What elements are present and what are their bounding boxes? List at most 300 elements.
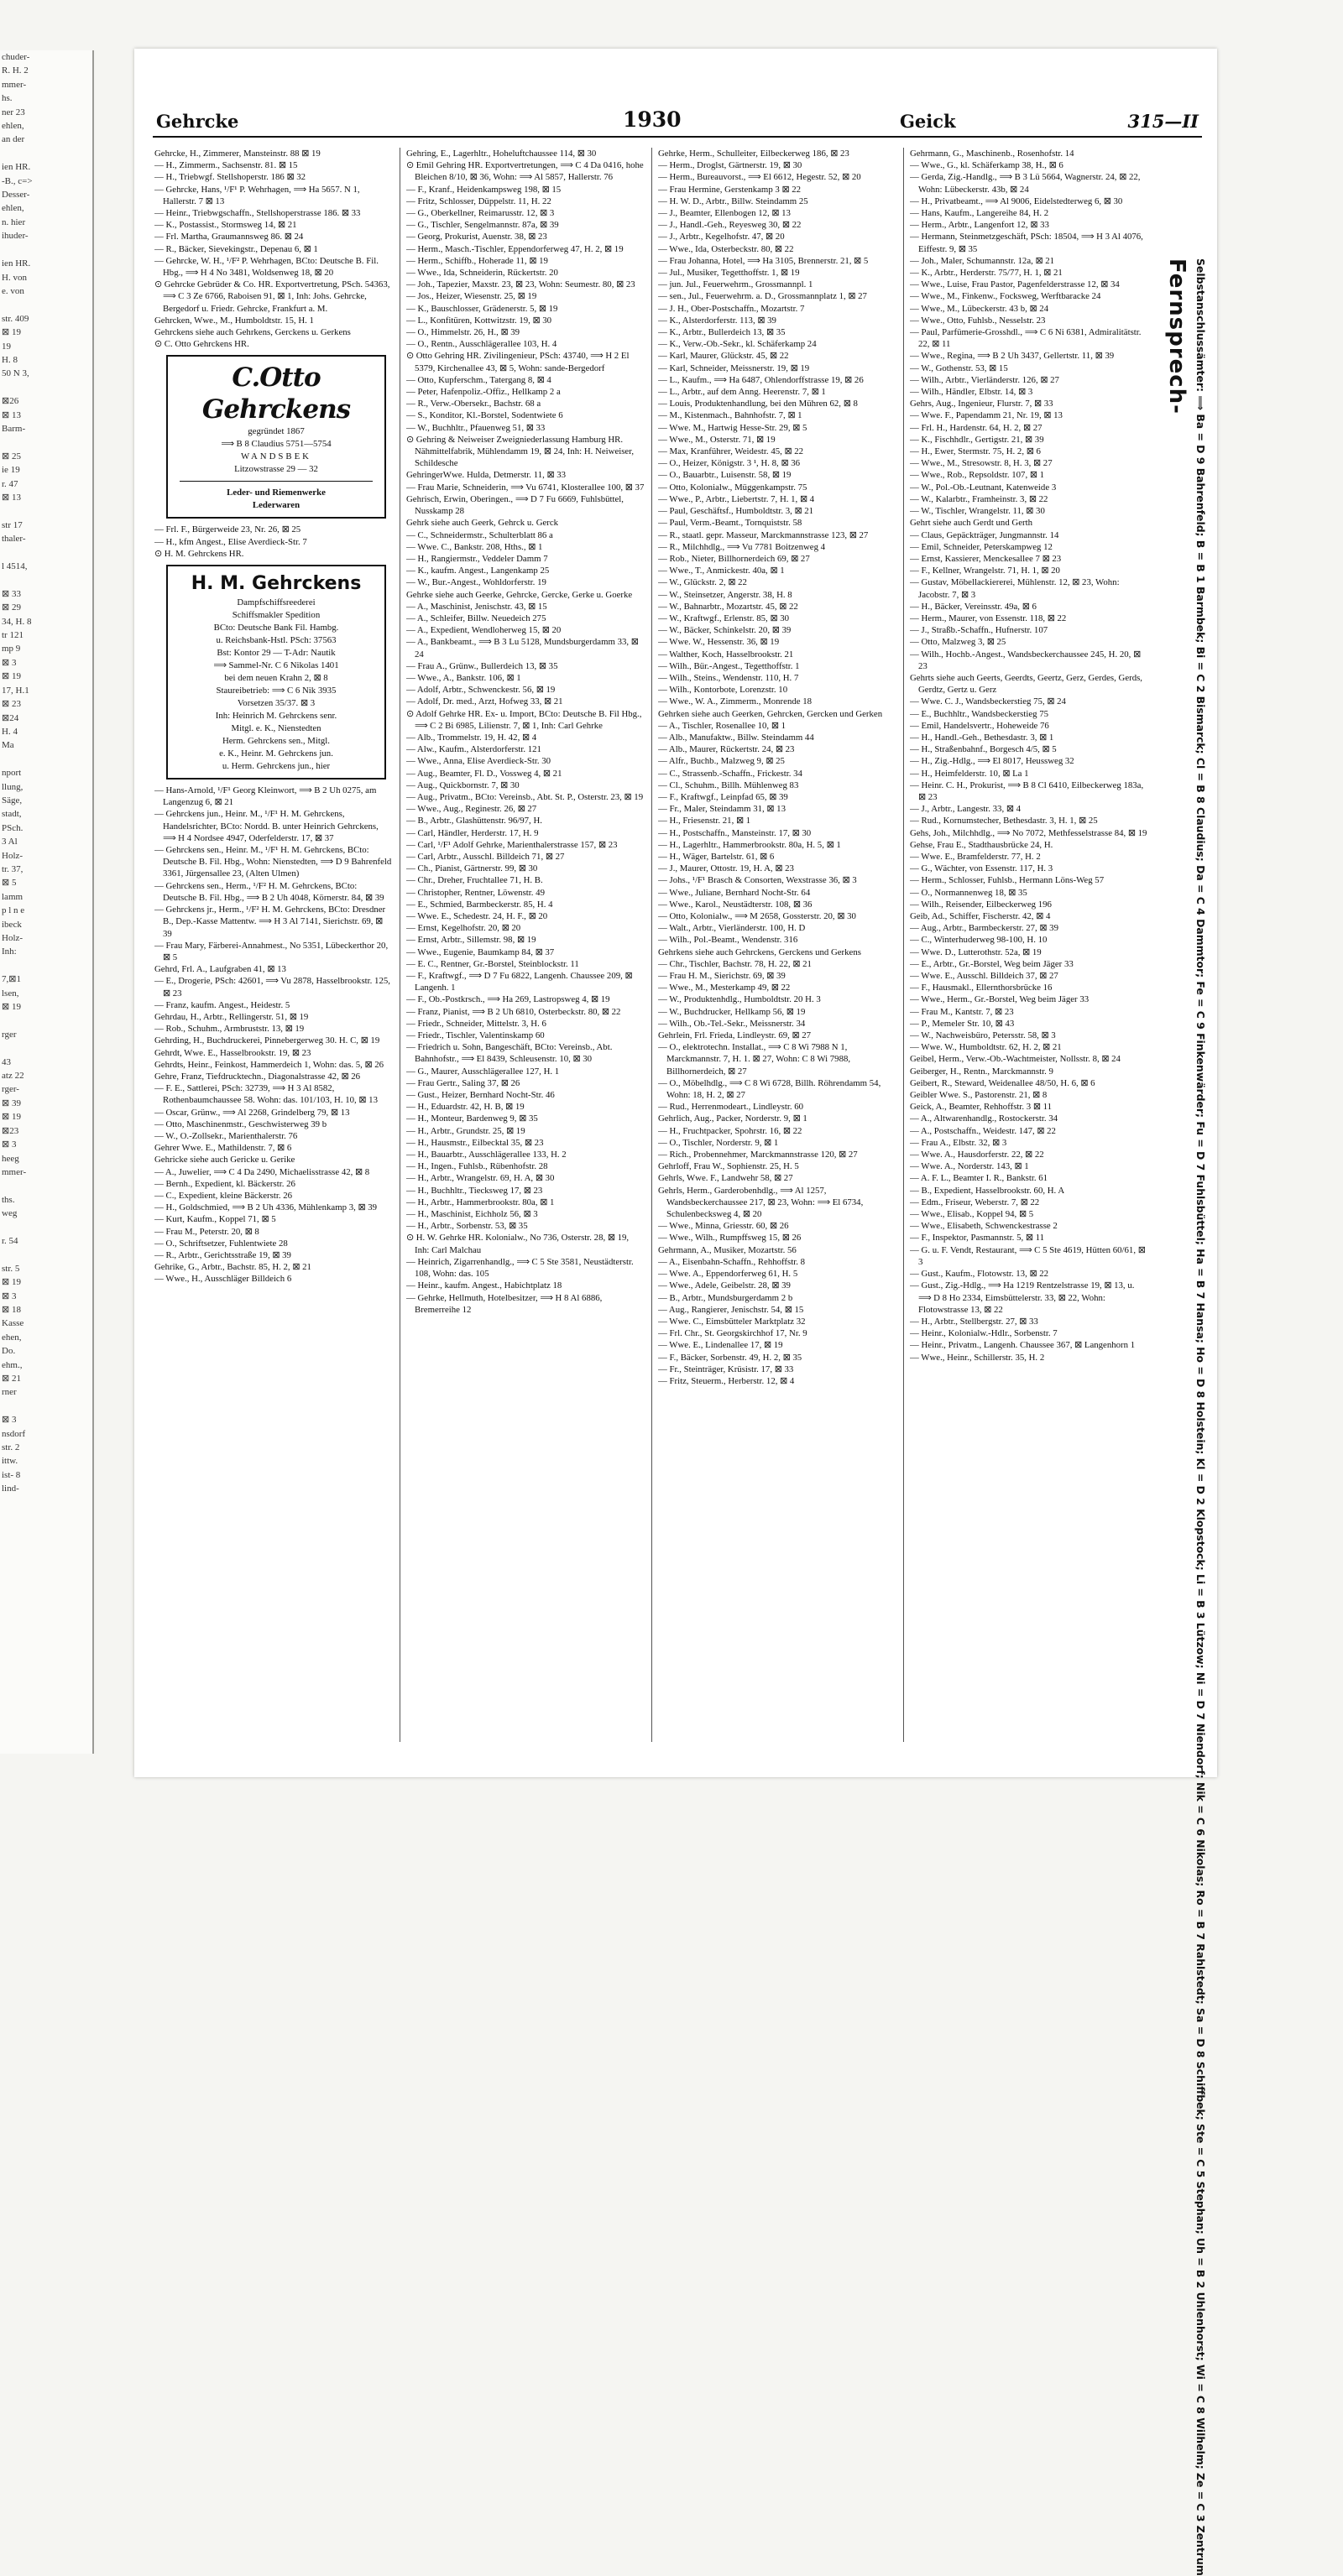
directory-entry: Gehrt siehe auch Gerdt und Gerth bbox=[910, 518, 1033, 529]
directory-entry: — Jul., Musiker, Tegetthoffstr. 1, ⊠ 19 bbox=[658, 268, 800, 279]
directory-entry: — Wwe., Karol., Neustädterstr. 108, ⊠ 36 bbox=[658, 899, 813, 910]
directory-entry: — Aug., Privatm., BCto: Vereinsb., Abt. St. P., Osterstr. 23, ⊠ 19 bbox=[406, 791, 644, 802]
directory-entry: Gehrisch, Erwin, Oberingen., ⟹ D 7 Fu 6669, Fuhlsbüttel, Nusskamp 28 bbox=[406, 493, 624, 517]
ad-goods-1: Leder- und Riemenwerke bbox=[227, 488, 326, 498]
margin-fragment: ⊠ 3 bbox=[2, 1139, 17, 1150]
margin-fragment: e. von bbox=[2, 285, 24, 296]
ad2-line: Bst: Kontor 29 — T-Adr: Nautik bbox=[217, 648, 336, 659]
margin-fragment: tr. 37, bbox=[2, 863, 24, 874]
directory-entry: — O., Heizer, Königstr. 3 ¹, H. 8, ⊠ 36 bbox=[658, 458, 800, 469]
directory-entry: Gehrlein, Frl. Frieda, Lindleystr. 69, ⊠ 27 bbox=[658, 1030, 812, 1041]
directory-entry: — E., Drogerie, PSch: 42601, ⟹ Vu 2878, Hasselbrookstr. 125, ⊠ 23 bbox=[154, 976, 390, 999]
directory-entry: — Frl. H., Hardenstr. 64, H. 2, ⊠ 27 bbox=[910, 422, 1043, 433]
directory-entry: — K., Postassist., Stormsweg 14, ⊠ 21 bbox=[154, 220, 297, 231]
directory-entry: — jun. Jul., Feuerwehrm., Grossmannpl. 1 bbox=[658, 279, 813, 290]
margin-fragment: llung, bbox=[2, 781, 24, 792]
directory-entry: — H., Arbtr., Stellbergstr. 27, ⊠ 33 bbox=[910, 1316, 1038, 1327]
directory-entry: — Wwe., M., Stresowstr. 8, H. 3, ⊠ 27 bbox=[910, 458, 1053, 469]
ad-logo-script: C.Otto Gehrckens bbox=[201, 362, 351, 425]
margin-fragment: ths. bbox=[2, 1194, 15, 1205]
directory-entry: — Herm., Bureauvorst., ⟹ El 6612, Hegestr. 52, ⊠ 20 bbox=[658, 172, 861, 183]
margin-fragment: ehen, bbox=[2, 1332, 22, 1343]
directory-entry: — H., Rangiermstr., Veddeler Damm 7 bbox=[406, 553, 548, 564]
directory-entry: — H., Privatbeamt., ⟹ Al 9006, Eidelstedterweg 6, ⊠ 30 bbox=[910, 196, 1123, 206]
directory-entry: — F., Bäcker, Sorbenstr. 49, H. 2, ⊠ 35 bbox=[658, 1352, 802, 1363]
directory-entry: — W., Glückstr. 2, ⊠ 22 bbox=[658, 577, 747, 588]
margin-fragment: H. 4 bbox=[2, 726, 18, 737]
directory-entry: — Frau Hermine, Gerstenkamp 3 ⊠ 22 bbox=[658, 184, 802, 195]
margin-fragment: lind- bbox=[2, 1484, 19, 1494]
directory-entry: ⊙ H. M. Gehrckens HR. bbox=[154, 548, 244, 559]
margin-fragment: ⊠ 19 bbox=[2, 671, 21, 682]
directory-entry: — Wwe., Luise, Frau Pastor, Pagenfelderstrasse 12, ⊠ 34 bbox=[910, 279, 1120, 290]
directory-entry: — Bernh., Expedient, kl. Bäckerstr. 26 bbox=[154, 1178, 295, 1189]
ad-founded: gegründet 1867 bbox=[248, 426, 305, 437]
directory-entry: — Wwe. C., Bankstr. 208, Hths., ⊠ 1 bbox=[406, 541, 543, 552]
directory-entry: — C., Schneidermstr., Schulterblatt 86 a bbox=[406, 529, 553, 540]
directory-entry: — Gehrckens sen., Heinr. M., ¹/F¹ H. M. Gehrckens, BCto: Deutsche B. Fil. Hbg., Wohn: Nienstedten, ⟹ D 9 Bahrenfeld 3361, Jürgensallee 23, (Alten Ulmen) bbox=[154, 845, 392, 879]
margin-fragment: ⊠23 bbox=[2, 1125, 19, 1136]
directory-entry: — G., Tischler, Sengelmannstr. 87a, ⊠ 39 bbox=[406, 220, 559, 231]
directory-entry: — E., Arbtr., Gr.-Borstel, Weg beim Jäger 33 bbox=[910, 958, 1074, 969]
margin-fragment: ehlen, bbox=[2, 203, 24, 214]
margin-fragment: Säge, bbox=[2, 795, 23, 806]
directory-entry: Gehring, E., Lagerhltr., Hoheluftchaussee 114, ⊠ 30 bbox=[406, 149, 597, 159]
margin-fragment: ner 23 bbox=[2, 107, 25, 117]
margin-fragment bbox=[0, 298, 92, 311]
running-head bbox=[153, 102, 1202, 138]
margin-fragment: ⊠ 18 bbox=[2, 1304, 21, 1315]
margin-fragment: chuder- bbox=[2, 52, 30, 62]
directory-entry: — H., Friesenstr. 21, ⊠ 1 bbox=[658, 816, 751, 827]
directory-entry: — Kurt, Kaufm., Koppel 71, ⊠ 5 bbox=[154, 1214, 276, 1225]
directory-entry: — Wilh., Bür.-Angest., Tegetthoffstr. 1 bbox=[658, 660, 800, 671]
directory-entry: — Gerda, Zig.-Handlg., ⟹ B 3 Lü 5664, Wagnerstr. 24, ⊠ 22, Wohn: Lübeckerstr. 43b, ⊠ 24 bbox=[910, 172, 1141, 195]
directory-entry: — Wilh., Hochb.-Angest., Wandsbeckerchaussee 245, H. 20, ⊠ 23 bbox=[910, 649, 1142, 671]
directory-entry: — H., Postschaffn., Mansteinstr. 17, ⊠ 30 bbox=[658, 827, 812, 838]
directory-entry: — F., Kranf., Heidenkampsweg 198, ⊠ 15 bbox=[406, 184, 562, 195]
directory-entry: — Gust., Zig.-Hdlg., ⟹ Ha 1219 Rentzelstrasse 19, ⊠ 13, u. ⟹ D 8 Ho 2334, Eimsbüttelerstr. 33, ⊠ 22, Wohn: Flotowstrasse 13, ⊠ 22 bbox=[910, 1280, 1135, 1315]
directory-entry: Gehrdt, Wwe. E., Hasselbrookstr. 19, ⊠ 23 bbox=[154, 1047, 311, 1058]
directory-entry: — Wwe. C., Eimsbütteler Marktplatz 32 bbox=[658, 1316, 806, 1327]
margin-fragment: ⊠ 23 bbox=[2, 699, 21, 710]
directory-entry: — Franz, kaufm. Angest., Heidestr. 5 bbox=[154, 999, 290, 1010]
directory-entry: — Paul, Geschäftsf., Humboldtstr. 3, ⊠ 21 bbox=[658, 506, 814, 517]
directory-entry: — Wwe., H., Ausschläger Billdeich 6 bbox=[154, 1274, 292, 1285]
directory-entry: — Frl. Chr., St. Georgskirchhof 17, Nr. 9 bbox=[658, 1328, 807, 1339]
ad2-line: Dampfschiffsreederei bbox=[237, 597, 316, 608]
directory-entry: — E., Buchhltr., Wandsbeckerstieg 75 bbox=[910, 708, 1049, 719]
directory-entry: — A., Postschaffn., Weidestr. 147, ⊠ 22 bbox=[910, 1125, 1056, 1136]
directory-entry: — Frl. F., Bürgerweide 23, Nr. 26, ⊠ 25 bbox=[154, 524, 301, 535]
directory-entry: — J., Maurer, Ottostr. 19, H. A, ⊠ 23 bbox=[658, 863, 794, 874]
directory-entry: — H. W. D., Arbtr., Billw. Steindamm 25 bbox=[658, 196, 808, 206]
directory-entry: — F., Hausmakl., Ellernthorsbrücke 16 bbox=[910, 983, 1053, 993]
margin-fragment: 19 bbox=[2, 341, 11, 352]
directory-entry: Gehre, Franz, Tiefdrucktechn., Diagonalstrasse 42, ⊠ 26 bbox=[154, 1071, 361, 1082]
margin-fragment: ehlen, bbox=[2, 121, 24, 132]
directory-columns bbox=[154, 148, 1153, 1759]
directory-entry: — K., Alsterdorferstr. 113, ⊠ 39 bbox=[658, 315, 776, 326]
margin-fragment: PSch. bbox=[2, 822, 24, 833]
directory-entry: — Max, Kranführer, Weidestr. 45, ⊠ 22 bbox=[658, 446, 804, 457]
directory-entry: — Frau A., Elbstr. 32, ⊠ 3 bbox=[910, 1137, 1007, 1148]
directory-entry: — Otto, Malzweg 3, ⊠ 25 bbox=[910, 637, 1006, 648]
directory-entry: — Gehrke, Hellmuth, Hotelbesitzer, ⟹ H 8 Al 6886, Bremerreihe 12 bbox=[406, 1292, 603, 1315]
directory-entry: — H., Fruchtpacker, Spohrstr. 16, ⊠ 22 bbox=[658, 1125, 802, 1136]
ad2-line: ⟹ Sammel-Nr. C 6 Nikolas 1401 bbox=[213, 660, 339, 671]
directory-entry: — H., Arbtr., Hammerbrookstr. 80a, ⊠ 1 bbox=[406, 1197, 555, 1207]
margin-fragment: rger- bbox=[2, 1084, 19, 1095]
directory-entry: Geibel, Herm., Verw.-Ob.-Wachtmeister, Nollsstr. 8, ⊠ 24 bbox=[910, 1054, 1121, 1065]
directory-entry: — Wwe., M., Lübeckerstr. 43 b, ⊠ 24 bbox=[910, 303, 1049, 314]
directory-entry: Gehrmann, G., Maschinenb., Rosenhofstr. 14 bbox=[910, 149, 1074, 159]
margin-fragment: -B., c=> bbox=[2, 175, 33, 186]
directory-entry: — Walther, Koch, Hasselbrookstr. 21 bbox=[658, 649, 794, 660]
directory-entry: — W., Pol.-Ob.-Leutnant, Katenweide 3 bbox=[910, 482, 1057, 493]
margin-fragment: ⊠ 3 bbox=[2, 657, 17, 668]
margin-fragment: ien HR. bbox=[2, 258, 31, 269]
directory-entry: Gehrcke, H., Zimmerer, Mansteinstr. 88 ⊠ 19 bbox=[154, 149, 321, 159]
directory-entry: — W., Bahnarbtr., Mozartstr. 45, ⊠ 22 bbox=[658, 601, 798, 612]
directory-entry: — Wwe., M., Osterstr. 71, ⊠ 19 bbox=[658, 434, 776, 445]
legend-exchanges: Selbstanschlussämter: ⟹ Ba = D 9 Bahrenfeld; B = B 1 Barmbek; Bi = C 2 Bismarck; Cl = B 8 Claudius; Da = C 4 Dammtor; Fe = C 9 Finkenwärder; Fu = D 7 Fuhlsbüttel; Ha = B 7 Hansa; Ho = D 8 Holstein; Kl = D 2 Klopstock; Li = B 3 Lützow; Ni = D 7 Niendorf; Nik = C 6 Nikolas; Ro = B 7 Rahlstedt; Sa = D 8 Schiffbek; Ste = C 5 Stephan; Uh = B 2 Uhlenhorst; Wi = C 8 Wilhelm; Ze = C 3 Zentrum bbox=[1194, 258, 1207, 2576]
directory-entry: — Jos., Heizer, Wiesenstr. 25, ⊠ 19 bbox=[406, 291, 537, 302]
directory-entry: — C., Winterhuderweg 98-100, H. 10 bbox=[910, 935, 1048, 946]
margin-fragment: str. 409 bbox=[2, 313, 29, 324]
directory-entry: — Gehrcke, W. H., ¹/F² P. Wehrhagen, BCto: Deutsche B. Fil. Hbg., ⟹ H 4 No 3481, Woldsenweg 18, ⊠ 20 bbox=[154, 255, 379, 279]
directory-entry: — G. u. F. Vendt, Restaurant, ⟹ C 5 Ste 4619, Hütten 60/61, ⊠ 3 bbox=[910, 1244, 1146, 1267]
margin-fragment: Kasse bbox=[2, 1318, 24, 1329]
margin-fragment: ⊠ 3 bbox=[2, 1291, 17, 1301]
margin-fragment: stadt, bbox=[2, 809, 22, 820]
directory-entry: — Claus, Gepäckträger, Jungmannstr. 14 bbox=[910, 529, 1059, 540]
margin-fragment: H. 8 bbox=[2, 354, 18, 365]
directory-entry: — Wwe., Aug., Reginestr. 26, ⊠ 27 bbox=[406, 804, 537, 815]
directory-entry: — R., Bäcker, Sievekingstr., Depenau 6, ⊠ 1 bbox=[154, 243, 318, 254]
directory-entry: — Walt., Arbtr., Vierländerstr. 100, H. D bbox=[658, 923, 806, 934]
directory-entry: — B., Expedient, Hasselbrookstr. 60, H. A bbox=[910, 1185, 1065, 1196]
margin-fragment: ⊠ 19 bbox=[2, 1002, 21, 1013]
directory-entry: — O., Möbelhdlg., ⟹ C 8 Wi 6728, Billh. Röhrendamm 54, Wohn: 18, H. 2, ⊠ 27 bbox=[658, 1077, 881, 1101]
margin-fragment: 7,⊠1 bbox=[2, 974, 21, 985]
directory-entry: — O., Normannenweg 18, ⊠ 35 bbox=[910, 887, 1027, 898]
margin-fragment: ⊠ 13 bbox=[2, 493, 21, 503]
directory-entry: — sen., Jul., Feuerwehrm. a. D., Grossmannplatz 1, ⊠ 27 bbox=[658, 291, 867, 302]
directory-entry: — Frau H. M., Sierichstr. 69, ⊠ 39 bbox=[658, 971, 786, 982]
directory-entry: — Frl. Martha, Graumannsweg 86. ⊠ 24 bbox=[154, 232, 304, 242]
directory-entry: — H., Handl.-Geh., Bethesdastr. 3, ⊠ 1 bbox=[910, 732, 1054, 743]
directory-entry: — Herm., Arbtr., Langenfort 12, ⊠ 33 bbox=[910, 220, 1049, 231]
margin-fragment: rner bbox=[2, 1387, 17, 1398]
margin-fragment: ibeck bbox=[2, 919, 22, 930]
directory-entry: Gehrloff, Frau W., Sophienstr. 25, H. 5 bbox=[658, 1161, 799, 1172]
directory-entry: — Paul, Parfümerie-Grosshdl., ⟹ C 6 Ni 6381, Admiralitätstr. 22, ⊠ 11 bbox=[910, 327, 1142, 350]
margin-fragment bbox=[0, 573, 92, 587]
directory-entry: Gehrls, Herm., Garderobenhdlg., ⟹ Al 1257, Wandsbeckerchaussee 217, ⊠ 23, Wohn: ⟹ El 6734, Schulenbecksweg 4, ⊠ 20 bbox=[658, 1185, 864, 1220]
directory-entry: — W., Buchdrucker, Hellkamp 56, ⊠ 19 bbox=[658, 1006, 806, 1017]
directory-entry: — Edm., Friseur, Weberstr. 7, ⊠ 22 bbox=[910, 1197, 1040, 1207]
directory-entry: ⊙ Emil Gehring HR. Exportvertretungen, ⟹ C 4 Da 0416, hohe Bleichen 8/10, ⊠ 36, Wohn: ⟹ Al 5857, Hallerstr. 76 bbox=[406, 160, 644, 183]
directory-entry: — Rud., Kornumstecher, Bethesdastr. 3, H. 1, ⊠ 25 bbox=[910, 816, 1098, 827]
directory-entry: Gehrlich, Aug., Packer, Norderstr. 9, ⊠ 1 bbox=[658, 1113, 807, 1124]
margin-fragment: hs. bbox=[2, 93, 13, 104]
column-4 bbox=[910, 148, 1148, 1759]
directory-entry: — W., Produktenhdlg., Humboldtstr. 20 H. 3 bbox=[658, 994, 821, 1005]
margin-fragment: weg bbox=[2, 1208, 18, 1219]
directory-entry: — H., Arbtr., Sorbenstr. 53, ⊠ 35 bbox=[406, 1221, 528, 1232]
directory-entry: — Rob., Nieter, Billhornerdeich 69, ⊠ 27 bbox=[658, 553, 810, 564]
margin-fragment: mp 9 bbox=[2, 644, 21, 654]
ad2-line: Herm. Gehrckens sen., Mitgl. bbox=[222, 736, 331, 747]
directory-entry: — Wwe., Minna, Griesstr. 60, ⊠ 26 bbox=[658, 1221, 789, 1232]
directory-entry: — Wwe. C. J., Wandsbeckerstieg 75, ⊠ 24 bbox=[910, 696, 1066, 707]
directory-entry: — Emil, Schneider, Peterskampweg 12 bbox=[910, 541, 1053, 552]
directory-entry: — W., Nachweisbüro, Petersstr. 58, ⊠ 3 bbox=[910, 1030, 1056, 1041]
directory-entry: — C., Strassenb.-Schaffn., Frickestr. 34 bbox=[658, 768, 802, 779]
directory-entry: — Fr., Steinträger, Krüsistr. 17, ⊠ 33 bbox=[658, 1364, 794, 1374]
directory-entry: — Aug., Quickbornstr. 7, ⊠ 30 bbox=[406, 780, 520, 790]
directory-entry: — R., Milchhdlg., ⟹ Vu 7781 Boitzenweg 4 bbox=[658, 541, 826, 552]
directory-entry: — Frau M., Peterstr. 20, ⊠ 8 bbox=[154, 1226, 259, 1237]
directory-entry: — Wwe., Ida, Schneiderin, Rückertstr. 20 bbox=[406, 268, 558, 279]
directory-entry: — H., Lagerhltr., Hammerbrookstr. 80a, H. 5, ⊠ 1 bbox=[658, 839, 841, 850]
directory-entry: — A., Eisenbahn-Schaffn., Rehhoffstr. 8 bbox=[658, 1256, 806, 1267]
margin-fragment bbox=[0, 147, 92, 160]
directory-entry: — Wwe., Anna, Elise Averdieck-Str. 30 bbox=[406, 756, 551, 767]
directory-entry: Gehrdts, Heinr., Feinkost, Hammerdeich 1, Wohn: das. 5, ⊠ 26 bbox=[154, 1059, 384, 1070]
margin-fragment: Ma bbox=[2, 740, 14, 751]
directory-entry: — Wwe. D., Lutterothstr. 52a, ⊠ 19 bbox=[910, 946, 1042, 957]
directory-entry: — H., Ingen., Fuhlsb., Rübenhofstr. 28 bbox=[406, 1161, 548, 1172]
directory-entry: — Wwe., W. A., Zimmerm., Monrende 18 bbox=[658, 696, 813, 707]
directory-entry: — W., Steinsetzer, Angerstr. 38, H. 8 bbox=[658, 589, 792, 600]
margin-fragment: str. 5 bbox=[2, 1263, 20, 1274]
directory-entry: — Wilh., Arbtr., Vierländerstr. 126, ⊠ 27 bbox=[910, 374, 1059, 385]
directory-entry: — H., Zimmerm., Sachsenstr. 81. ⊠ 15 bbox=[154, 160, 298, 171]
directory-entry: — J., Arbtr., Kegelhofstr. 47, ⊠ 20 bbox=[658, 232, 785, 242]
directory-entry: — Herm., Maurer, von Essenstr. 118, ⊠ 22 bbox=[910, 613, 1067, 623]
directory-entry: — J., Straßb.-Schaffn., Hufnerstr. 107 bbox=[910, 625, 1048, 636]
column-1 bbox=[154, 148, 393, 1759]
directory-entry: ⊙ Gehring & Neiweiser Zweigniederlassung Hamburg HR. Nähmittelfabrik, Mühlendamm 19, ⊠ 24, Inh: H. Neiweiser, Schildesche bbox=[406, 434, 635, 469]
directory-entry: — R., Verw.-Obersekr., Bachstr. 68 a bbox=[406, 399, 541, 409]
directory-entry: — R., Arbtr., Gerichtsstraße 19, ⊠ 39 bbox=[154, 1249, 291, 1260]
directory-entry: — Ernst, Kassierer, Menckesallee 7 ⊠ 23 bbox=[910, 553, 1062, 564]
directory-entry: — Wilh., Händler, Elbstr. 14, ⊠ 3 bbox=[910, 387, 1033, 398]
directory-entry: Gehrken siehe auch Geerken, Gehrcken, Gercken und Gerken bbox=[658, 708, 883, 719]
margin-fragment bbox=[0, 1041, 92, 1055]
directory-entry: Gehrls, Wwe. F., Landwehr 58, ⊠ 27 bbox=[658, 1173, 793, 1184]
directory-entry: — Gehrckens jun., Heinr. M., ¹/F¹ H. M. Gehrckens, Handelsrichter, BCto: Nordd. B. unter Heinrich Gehrckens, ⟹ H 4 Nordsee 4947, Oderfelderstr. 17, ⊠ 37 bbox=[154, 809, 379, 843]
directory-entry: — F., Inspektor, Pasmannstr. 5, ⊠ 11 bbox=[910, 1233, 1045, 1244]
directory-entry: — Wwe. W., Humboldtstr. 62, H. 2, ⊠ 21 bbox=[910, 1042, 1062, 1053]
margin-fragment: str. 2 bbox=[2, 1442, 20, 1453]
directory-entry: — H., kfm Angest., Elise Averdieck-Str. 7 bbox=[154, 536, 307, 547]
directory-entry: — K., kaufm. Angest., Langenkamp 25 bbox=[406, 566, 550, 576]
directory-entry: — Peter, Hafenpoliz.-Offiz., Hellkamp 2 a bbox=[406, 387, 561, 398]
directory-entry: ⊙ Adolf Gehrke HR. Ex- u. Import, BCto: Deutsche B. Fil Hbg., ⟹ C 2 Bi 6985, Lilienstr. 7, ⊠ 1, Inh: Carl Gehrke bbox=[406, 708, 642, 731]
directory-entry: — Johs., ¹/F¹ Brasch & Consorten, Wexstrasse 36, ⊠ 3 bbox=[658, 875, 857, 886]
directory-entry: — Wwe. E., Ausschl. Billdeich 37, ⊠ 27 bbox=[910, 971, 1058, 982]
directory-entry: Gehrmann, A., Musiker, Mozartstr. 56 bbox=[658, 1244, 797, 1255]
margin-fragment: ehm., bbox=[2, 1359, 23, 1370]
directory-entry: — Aug., Rangierer, Jenischstr. 54, ⊠ 15 bbox=[658, 1304, 804, 1315]
ad-goods-2: Lederwaren bbox=[252, 500, 300, 511]
margin-fragment: p l n e bbox=[2, 905, 25, 916]
directory-entry: Gehrke siehe auch Geerke, Gehrcke, Gercke, Gerke u. Goerke bbox=[406, 589, 633, 600]
directory-entry: — H., Triebwgf. Stellshoperstr. 186 ⊠ 32 bbox=[154, 172, 306, 183]
directory-entry: — W., Kraftwgf., Erlenstr. 85, ⊠ 30 bbox=[658, 613, 789, 623]
directory-entry: — Gehrckens jr., Herm., ¹/F² H. M. Gehrckens, BCto: Dresdner B., Dep.-Kasse Mattentw. ⟹ H 3 Al 7141, Sierichstr. 69, ⊠ 39 bbox=[154, 905, 386, 939]
directory-entry: Gehrke, Herm., Schulleiter, Eilbeckerweg 186, ⊠ 23 bbox=[658, 149, 849, 159]
margin-fragment bbox=[0, 753, 92, 766]
directory-entry: — Wwe. E., Schedestr. 24, H. F., ⊠ 20 bbox=[406, 911, 548, 921]
margin-fragment: r. 54 bbox=[2, 1235, 18, 1246]
directory-entry: — G., Maurer, Ausschlägerallee 127, H. 1 bbox=[406, 1066, 560, 1077]
directory-entry: — Otto, Kupferschm., Tatergang 8, ⊠ 4 bbox=[406, 374, 551, 385]
directory-entry: — Joh., Tapezier, Maxstr. 23, ⊠ 23, Wohn: Seumestr. 80, ⊠ 23 bbox=[406, 279, 635, 290]
directory-entry: — Friedr., Tischler, Valentinskamp 60 bbox=[406, 1030, 545, 1041]
directory-entry: — H., Ewer, Stermstr. 75, H. 2, ⊠ 6 bbox=[910, 446, 1041, 457]
ad2-heading: H. M. Gehrckens bbox=[191, 573, 362, 595]
directory-entry: — Frau Gertr., Saling 37, ⊠ 26 bbox=[406, 1077, 520, 1088]
directory-entry: — J., Beamter, Ellenbogen 12, ⊠ 13 bbox=[658, 208, 791, 219]
directory-entry: — Chr., Tischler, Bachstr. 78, H. 22, ⊠ 21 bbox=[658, 958, 812, 969]
directory-entry: Gehs, Joh., Milchhdlg., ⟹ No 7072, Methfesselstrasse 84, ⊠ 19 bbox=[910, 827, 1147, 838]
column-divider bbox=[651, 148, 652, 1742]
directory-entry: — H., Zig.-Hdlg., ⟹ El 8017, Heussweg 32 bbox=[910, 756, 1074, 767]
directory-entry: — W., Tischler, Wrangelstr. 11, ⊠ 30 bbox=[910, 506, 1045, 517]
ad2-line: Mitgl. e. K., Nienstedten bbox=[231, 723, 321, 734]
directory-entry: — M., Kistenmach., Bahnhofstr. 7, ⊠ 1 bbox=[658, 410, 802, 421]
directory-entry: ⊙ Otto Gehring HR. Zivilingenieur, PSch: 43740, ⟹ H 2 El 5379, Kirchenallee 43, ⊠ 5, Wohn: sande-Bergedorf bbox=[406, 351, 630, 373]
directory-entry: — Gustav, Möbellackiererei, Mühlenstr. 12, ⊠ 23, Wohn: Jacobstr. 7, ⊠ 3 bbox=[910, 577, 1120, 600]
margin-fragment: ⊠ 39 bbox=[2, 1098, 21, 1108]
margin-fragment: rger bbox=[2, 1029, 17, 1040]
directory-entry: — Christopher, Rentner, Löwenstr. 49 bbox=[406, 887, 545, 898]
margin-fragment: ⊠ 29 bbox=[2, 602, 21, 613]
directory-entry: Gehrcken, Wwe., M., Humboldtstr. 15, H. 1 bbox=[154, 315, 314, 326]
directory-entry: — Frau Marie, Schneiderin, ⟹ Vu 6741, Klosterallee 100, ⊠ 37 bbox=[406, 482, 645, 493]
directory-entry: — Adolf, Arbtr., Schwenckestr. 56, ⊠ 19 bbox=[406, 685, 556, 696]
directory-entry: — Wilh., Reisender, Eilbeckerweg 196 bbox=[910, 899, 1052, 910]
directory-entry: — Wilh., Steins., Wendenstr. 110, H. 7 bbox=[658, 672, 799, 683]
column-2 bbox=[406, 148, 645, 1759]
margin-fragment bbox=[0, 1179, 92, 1192]
directory-entry: — Wwe., Herm., Gr.-Borstel, Weg beim Jäger 33 bbox=[910, 994, 1090, 1005]
ad2-line: u. Herm. Gehrckens jun., hier bbox=[222, 761, 331, 772]
directory-entry: Geibler Wwe. S., Pastorenstr. 21, ⊠ 8 bbox=[910, 1090, 1048, 1101]
directory-entry: — J., Arbtr., Langestr. 33, ⊠ 4 bbox=[910, 804, 1022, 815]
directory-entry: — K., Verw.-Ob.-Sekr., kl. Schäferkamp 24 bbox=[658, 339, 817, 350]
directory-entry: ⊙ Gehrcke Gebrüder & Co. HR. Exportvertretung, PSch. 54363, ⟹ C 3 Ze 6766, Raboisen 91, ⊠ 1, Inh: Johs. Gehrcke, Bergedorf u. Friedr. Gehrcke, Frankfurt a. M. bbox=[154, 279, 390, 314]
directory-entry: — A. F. L., Beamter I. R., Bankstr. 61 bbox=[910, 1173, 1048, 1184]
directory-entry: Gehrckens siehe auch Gehrkens, Gerckens u. Gerkens bbox=[154, 327, 351, 338]
directory-entry: Geiberger, H., Rentn., Marckmannstr. 9 bbox=[910, 1066, 1053, 1077]
margin-fragment: ihuder- bbox=[2, 231, 29, 242]
directory-entry: — Wwe., Elisab., Koppel 94, ⊠ 5 bbox=[910, 1209, 1034, 1220]
directory-entry: — K., Arbtr., Bullerdeich 13, ⊠ 35 bbox=[658, 327, 786, 338]
margin-fragment bbox=[0, 1221, 92, 1234]
directory-entry: — Gehrckens sen., Herm., ¹/F² H. M. Gehrckens, BCto: Deutsche B. Fil. Hbg., ⟹ B 2 Uh 4048, Körnerstr. 84, ⊠ 39 bbox=[154, 880, 384, 903]
margin-fragment: ist- 8 bbox=[2, 1469, 21, 1480]
directory-entry: — Wwe. E., Bramfelderstr. 77, H. 2 bbox=[910, 851, 1041, 862]
margin-fragment: heeg bbox=[2, 1153, 19, 1164]
directory-entry: — H., Goldschmied, ⟹ B 2 Uh 4336, Mühlenkamp 3, ⊠ 39 bbox=[154, 1202, 378, 1213]
directory-entry: — Alb., Maurer, Rückertstr. 24, ⊠ 23 bbox=[658, 744, 795, 755]
margin-fragment: ⊠ 19 bbox=[2, 327, 21, 338]
margin-fragment: 50 N 3, bbox=[2, 368, 29, 379]
margin-fragment: 34, H. 8 bbox=[2, 616, 32, 627]
directory-entry: — H., Bauarbtr., Ausschlägerallee 133, H. 2 bbox=[406, 1150, 567, 1160]
margin-fragment: Holz- bbox=[2, 933, 24, 943]
directory-entry: — Fritz, Steuerm., Herberstr. 12, ⊠ 4 bbox=[658, 1375, 795, 1386]
margin-fragment: ⊠24 bbox=[2, 712, 19, 723]
directory-entry: — O., Rentn., Ausschlägerallee 103, H. 4 bbox=[406, 339, 557, 350]
directory-entry: — J., Handl.-Geh., Reyesweg 30, ⊠ 22 bbox=[658, 220, 802, 231]
directory-entry: — Friedrich u. Sohn, Bangeschäft, BCto: Vereinsb., Abt. Bahnhofstr., ⟹ El 8439, Schleusenstr. 10, ⊠ 30 bbox=[406, 1042, 613, 1065]
directory-entry: — W., Bäcker, Schinkelstr. 20, ⊠ 39 bbox=[658, 625, 792, 636]
directory-entry: — Heinr. C. H., Prokurist, ⟹ B 8 Cl 6410, Eilbeckerweg 183a, ⊠ 23 bbox=[910, 780, 1144, 802]
margin-fragment bbox=[0, 435, 92, 449]
directory-entry: — O., Himmelstr. 26, H., ⊠ 39 bbox=[406, 327, 520, 338]
directory-entry: — G., Wächter, von Essenstr. 117, H. 3 bbox=[910, 863, 1053, 874]
margin-fragment: Holz- bbox=[2, 850, 24, 861]
margin-fragment: lamm bbox=[2, 891, 24, 902]
directory-entry: — R., staatl. gepr. Masseur, Marckmannstrasse 123, ⊠ 27 bbox=[658, 529, 869, 540]
margin-fragment: ⊠ 33 bbox=[2, 588, 21, 599]
directory-entry: — Heinr., Kolonialw.-Hdlr., Sorbenstr. 7 bbox=[910, 1328, 1058, 1339]
directory-entry: — Otto, Kolonialw., ⟹ M 2658, Gossterstr. 20, ⊠ 30 bbox=[658, 911, 856, 921]
directory-entry: — Frau M., Kantstr. 7, ⊠ 23 bbox=[910, 1006, 1014, 1017]
directory-entry: — A., Bankbeamt., ⟹ B 3 Lu 5128, Mundsburgerdamm 33, ⊠ 24 bbox=[406, 637, 639, 660]
directory-entry: — Wwe., Wilh., Rumpffsweg 15, ⊠ 26 bbox=[658, 1233, 802, 1244]
directory-entry: — E., Schmied, Barmbeckerstr. 85, H. 4 bbox=[406, 899, 553, 910]
margin-fragment bbox=[0, 1014, 92, 1027]
directory-entry: — O., elektrotechn. Installat., ⟹ C 8 Wi 7988 N 1, Marckmannstr. 7, H. 1. ⊠ 27, Wohn: C 8 Wi 7988, Billhornerdeich, ⊠ 27 bbox=[658, 1042, 851, 1077]
directory-page bbox=[134, 49, 1217, 2576]
directory-entry: ⊙ C. Otto Gehrckens HR. bbox=[154, 339, 249, 350]
directory-entry: — J. H., Ober-Postschaffn., Mozartstr. 7 bbox=[658, 303, 805, 314]
directory-entry: — Wwe. W., Hessenstr. 36, ⊠ 19 bbox=[658, 637, 780, 648]
directory-entry: — B., Arbtr., Glashüttenstr. 96/97, H. bbox=[406, 816, 542, 827]
directory-entry: — Cl., Schuhm., Billh. Mühlenweg 83 bbox=[658, 780, 799, 790]
directory-entry: — Wwe., M., Finkenw., Focksweg, Werftbaracke 24 bbox=[910, 291, 1101, 302]
directory-entry: — Wwe., Rob., Repsoldstr. 107, ⊠ 1 bbox=[910, 470, 1045, 481]
directory-entry: — Karl, Schneider, Meissnerstr. 19, ⊠ 19 bbox=[658, 362, 810, 373]
directory-entry: — Frau Mary, Färberei-Annahmest., No 5351, Lübeckerthor 20, ⊠ 5 bbox=[154, 940, 389, 962]
directory-entry: — Wwe. A., Norderstr. 143, ⊠ 1 bbox=[910, 1161, 1029, 1172]
margin-fragment: mmer- bbox=[2, 79, 27, 90]
directory-entry: Geib, Ad., Schiffer, Fischerstr. 42, ⊠ 4 bbox=[910, 911, 1051, 921]
directory-entry: — Georg, Prokurist, Auenstr. 38, ⊠ 23 bbox=[406, 232, 547, 242]
legend-title: Fernsprech- bbox=[1164, 258, 1189, 415]
margin-fragment: ⊠26 bbox=[2, 396, 19, 407]
margin-fragment: ⊠ 19 bbox=[2, 1277, 21, 1288]
directory-entry: — A., Schleifer, Billw. Neuedeich 275 bbox=[406, 613, 546, 623]
directory-entry: — W., Buchhltr., Pfauenweg 51, ⊠ 33 bbox=[406, 422, 546, 433]
margin-fragment: ie 19 bbox=[2, 465, 20, 476]
margin-fragment: tr 121 bbox=[2, 630, 24, 641]
margin-fragment: lsen, bbox=[2, 988, 19, 999]
directory-entry: — Alw., Kaufm., Alsterdorferstr. 121 bbox=[406, 744, 541, 755]
directory-entry: — A., Altwarenhandlg., Rostockerstr. 34 bbox=[910, 1113, 1058, 1124]
directory-entry: — L., Kaufm., ⟹ Ha 6487, Ohlendorffstrasse 19, ⊠ 26 bbox=[658, 374, 864, 385]
directory-entry: — L., Konfitüren, Kottwitzstr. 19, ⊠ 30 bbox=[406, 315, 552, 326]
directory-entry: — Rich., Probennehmer, Marckmannstrasse 120, ⊠ 27 bbox=[658, 1150, 858, 1160]
directory-entry: — Wwe., Adele, Geibelstr. 28, ⊠ 39 bbox=[658, 1280, 791, 1291]
